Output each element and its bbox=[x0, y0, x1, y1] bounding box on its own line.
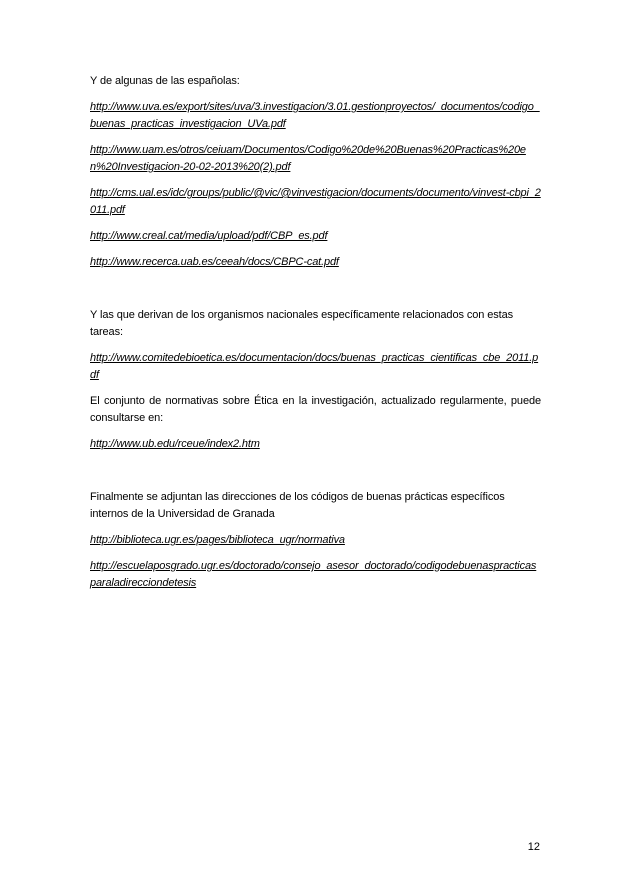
spacer bbox=[90, 462, 541, 489]
link-ugr-biblioteca[interactable]: http://biblioteca.ugr.es/pages/biblioteca_ugr/normativa bbox=[90, 534, 345, 546]
ugr-paragraph: Finalmente se adjuntan las direcciones de los códigos de buenas prácticas específicos internos de la Universidad de Granada bbox=[90, 491, 505, 520]
link-ual-code[interactable]: http://cms.ual.es/idc/groups/public/@vic/@vinvestigacion/documents/documento/vinvest-cbpi_2011.pdf bbox=[90, 187, 541, 216]
intro-spanish-codes: Y de algunas de las españolas: bbox=[90, 75, 240, 87]
link-uam-code[interactable]: http://www.uam.es/otros/ceiuam/Documentos/Codigo%20de%20Buenas%20Practicas%20en%20Investigacion-20-02-2013%20(2).pdf bbox=[90, 144, 526, 173]
page-content bbox=[90, 73, 541, 601]
link-creal-code[interactable]: http://www.creal.cat/media/upload/pdf/CBP_es.pdf bbox=[90, 230, 328, 242]
link-bioetica-code[interactable]: http://www.comitedebioetica.es/documentacion/docs/buenas_practicas_cientificas_cbe_2011.pdf bbox=[90, 352, 539, 381]
link-ub-ethics[interactable]: http://www.ub.edu/rceue/index2.htm bbox=[90, 438, 260, 450]
ethics-paragraph: El conjunto de normativas sobre Ética en la investigación, actualizado regularmente, puede consultarse en: bbox=[90, 395, 541, 424]
spacer bbox=[90, 280, 541, 307]
page-number: 12 bbox=[527, 841, 540, 853]
intro-national-codes: Y las que derivan de los organismos nacionales específicamente relacionados con estas tareas: bbox=[90, 309, 513, 338]
link-ugr-posgrado[interactable]: http://escuelaposgrado.ugr.es/doctorado/consejo_asesor_doctorado/codigodebuenaspracticasparaladirecciondetesis bbox=[90, 560, 537, 589]
link-uab-code[interactable]: http://www.recerca.uab.es/ceeah/docs/CBPC-cat.pdf bbox=[90, 256, 339, 268]
link-uva-code[interactable]: http://www.uva.es/export/sites/uva/3.investigacion/3.01.gestionproyectos/_documentos/codigo_buenas_practicas_investigacion_UVa.pdf bbox=[90, 101, 540, 130]
